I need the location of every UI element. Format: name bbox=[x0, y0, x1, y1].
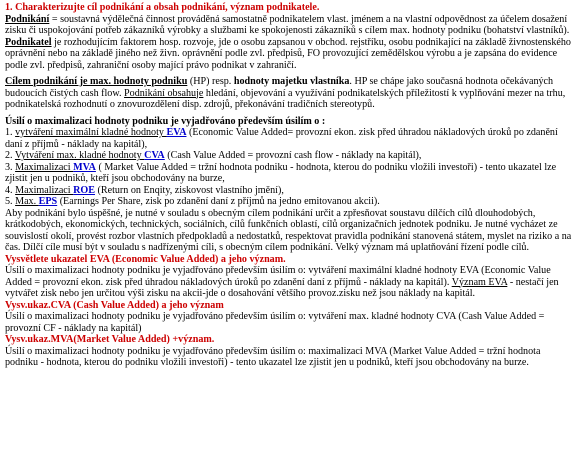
goal-text-c: . HP se chápe jako současná hodnota očekávaných budoucích čistých cash flow. bbox=[5, 76, 554, 99]
link-mva[interactable]: MVA bbox=[73, 161, 96, 173]
list-item-desc: (Cash Value Added = provozní cash flow - náklady na kapitál), bbox=[164, 150, 422, 161]
list-item-lead: Max. bbox=[15, 196, 39, 207]
paragraph-mva: Úsilí o maximalizaci hodnoty podniku je vyjadřováno především úsilím o: maximalizaci MVA (Market Value Added = tržní hodnota podniku - hodnota, kterou do podniku vložili investoři) - tento ukazatel lze zjistit jen u podniků, kteří jsou obchodovány na burze. bbox=[5, 345, 541, 368]
list-item-lead: Vytváření max. kladné hodnoty bbox=[14, 150, 145, 161]
list-item-desc: (Earnings Per Share, zisk po zdanění daní z příjmů na jedno emitovanou akcii). bbox=[57, 196, 380, 207]
list-number: 5. bbox=[5, 196, 16, 207]
paragraph-podnikatel bbox=[5, 37, 576, 72]
term-goal: Cílem podnikání je max. hodnoty podniku bbox=[5, 76, 188, 87]
term-podnikani: Podnikání bbox=[5, 13, 50, 25]
heading-mva: Vysv.ukaz.MVA(Market Value Added) +význam. bbox=[5, 334, 215, 345]
list-number: 2. bbox=[5, 150, 15, 161]
list-item-eva bbox=[5, 127, 576, 150]
goal-text-e: hledání, objevování a využívání podnikatelských příležitostí k vyplňování mezer na trhu, podnikatelská rozhodnutí o znovurozdělení disp. zdrojů, překonávání tradičních stereotypů. bbox=[5, 87, 566, 110]
list-item-eps bbox=[5, 196, 576, 208]
list-number: 4. bbox=[5, 184, 16, 196]
heading-maximization: Úsilí o maximalizaci hodnoty podniku je vyjadřováno především úsilím o : bbox=[5, 115, 326, 127]
list-number: 1. bbox=[5, 127, 16, 138]
list-item-lead: Maximalizaci bbox=[15, 161, 74, 173]
eva-text: Úsilí o maximalizaci hodnoty podniku je vyjadřováno především úsilím o: vytváření maximální kladné hodnoty EVA (Economic Value Added = provozní ekon. zisk před úhradou nákladových úroků po zdanění daní z příjmů - náklady na kapitál). bbox=[5, 265, 551, 288]
heading-cva: Vysv.ukaz.CVA (Cash Value Added) a jeho význam bbox=[5, 299, 224, 311]
eva-text-2: - nestačí jen vytvářet zisk nebo jen určitou výši zisku na akcii-jde o dosahování většího provoz.zisku než jsou náklady na kapitál. bbox=[5, 276, 559, 299]
list-item-cva bbox=[5, 150, 576, 162]
goal-text-a: (HP) resp. bbox=[187, 76, 234, 87]
heading-eva: Vysvětlete ukazatel EVA (Economic Value Added) a jeho význam. bbox=[5, 253, 286, 265]
list-item-desc: (Economic Value Added= provozní ekon. zisk před úhradou nákladových úroků po zdanění daní z příjmů - náklady na kapitál), bbox=[5, 127, 558, 150]
term-podnikatel: Podnikatel bbox=[5, 36, 52, 48]
goal-text-b: hodnoty majetku vlastníka bbox=[233, 76, 350, 87]
paragraph-partial-goals: Aby podnikání bylo úspěšné, je nutné v souladu s obecným cílem podnikání určit a zpřesňovat soustavu dílčích cílů dlouhodobých, krátkodobých, ekonomických, technických, sociálních, cílů funkčních oblastí, cílů organizačních jednotek podniku. Je nutné vycházet ze souvislostí okolí, provést rozbor vlastních předpokladů a nedostatků, respektovat pravidla podnikání stanovená státem, myslet na riziko a na čas. Dílčí cíle musí být v souladu s nadřízenými cíli, s obecným cílem podnikání. Velký význam má uplatňování řízení podle cílů. bbox=[5, 207, 572, 253]
link-eva[interactable]: EVA bbox=[166, 127, 187, 138]
heading-goal-of-business: 1. Charakterizujte cíl podnikání a obsah podnikání, význam podnikatele. bbox=[5, 2, 320, 13]
list-item-lead: vytváření maximální kladné hodnoty bbox=[15, 127, 167, 138]
list-item-desc: (Return on Enqity, ziskovost vlastního jmění), bbox=[94, 184, 284, 196]
paragraph-cva: Úsilí o maximalizaci hodnoty podniku je vyjadřováno především úsilím o: vytváření max. kladné hodnoty CVA (Cash Value Added = provozní CF - náklady na kapitál) bbox=[5, 311, 545, 334]
list-item-mva bbox=[5, 162, 576, 185]
link-roe[interactable]: ROE bbox=[73, 184, 95, 196]
link-cva[interactable]: CVA bbox=[144, 150, 165, 161]
list-number: 3. bbox=[5, 161, 16, 173]
paragraph-eva bbox=[5, 265, 576, 300]
paragraph-goal bbox=[5, 76, 576, 111]
definition-podnikani: = soustavná výdělečná činnost prováděná samostatně podnikatelem vlast. jménem a na vlastní odpovědnost za účelem dosažení zisku či uspokojování potřeb zákazníků výrobky a službami ke spokojenosti zákazníků s cílem max. hodnoty podniku (bohatství vlastníků). bbox=[5, 13, 570, 36]
list-item-roe bbox=[5, 185, 576, 197]
definition-podnikatel: je rozhodujícím faktorem hosp. rozvoje, jde o osobu zapsanou v obchod. rejstříku, osobu podnikající na základě živnostenského oprávnění nebo na základě jiného než živn. oprávnění podle zvl. předpisů, FO provozující zemědělskou výrobu a je zapsána do evidence podle zvl. předpisů, zahraniční osoby mající právo podnikat v zahraničí. bbox=[5, 36, 571, 71]
link-eps[interactable]: EPS bbox=[38, 196, 58, 207]
term-obsah: Podnikání obsahuje bbox=[124, 87, 204, 99]
term-vyznam-eva: Význam EVA bbox=[451, 276, 508, 288]
list-item-desc: ( Market Value Added = tržní hodnota podniku - hodnota, kterou do podniku vložili investoři) - tento ukazatel lze zjistit jen u podniků, kteří jsou obchodovány na burze, bbox=[5, 161, 557, 184]
list-item-lead: Maximalizaci bbox=[15, 184, 74, 196]
paragraph-podnikani bbox=[5, 14, 576, 37]
